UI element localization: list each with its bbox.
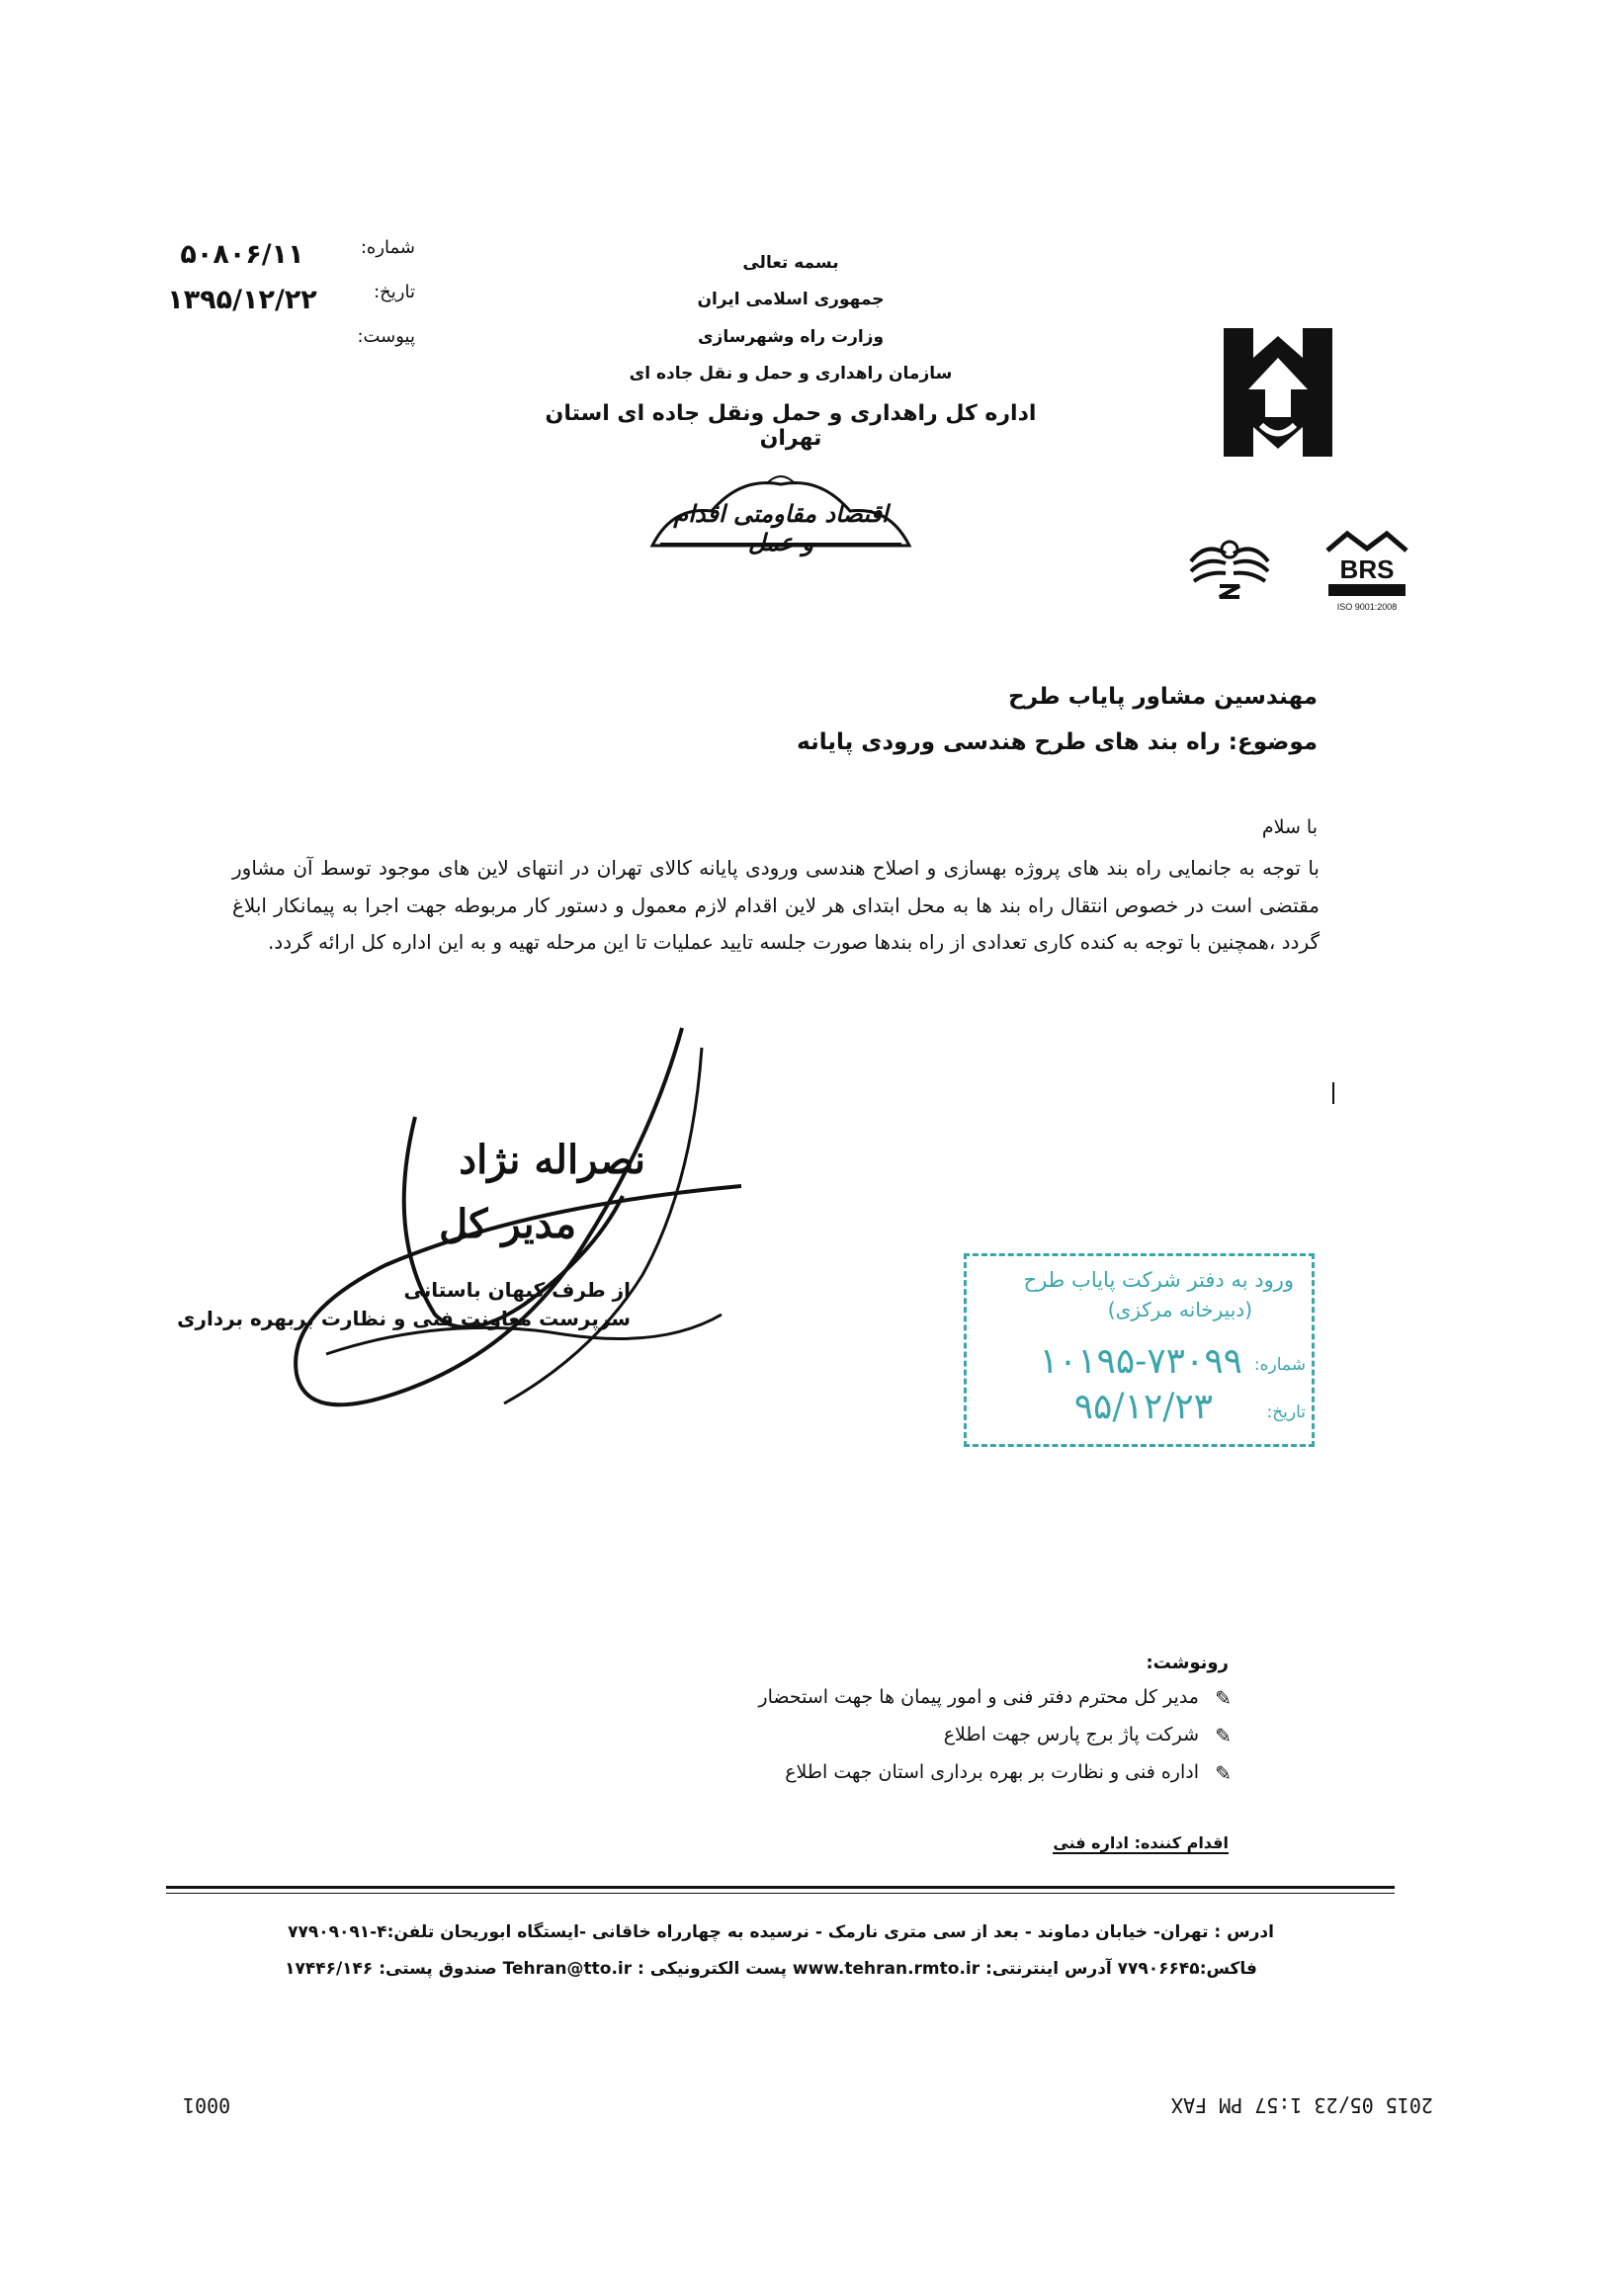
organization-line: سازمان راهداری و حمل و نقل جاده ای xyxy=(629,364,953,383)
recipient: مهندسین مشاور پایاب طرح xyxy=(1008,684,1318,710)
fax-page-number: 0001 xyxy=(183,2093,231,2117)
cc-bullet-icon: ✎ xyxy=(1215,1761,1232,1785)
signed-on-behalf: از طرف کیهان باستانی xyxy=(403,1278,631,1302)
number-label: شماره: xyxy=(360,237,415,258)
slogan-text: اقتصاد مقاومتی اقدام و عمل xyxy=(673,499,889,556)
stamp-date-label: تاریخ: xyxy=(1266,1403,1306,1422)
department-line: اداره کل راهداری و حمل ونقل جاده ای استان تهران xyxy=(545,401,1037,451)
footer-address: ادرس : تهران- خیابان دماوند - بعد از سی متری نارمک - نرسیده به چهارراه خاقانی -ایستگاه ابوریحان تلفن:۴-۷۷۹۰۹۰۹۱ xyxy=(288,1922,1274,1942)
date-label: تاریخ: xyxy=(374,282,415,302)
cc-item: شرکت پاژ برج پارس جهت اطلاع xyxy=(943,1724,1199,1745)
cc-bullet-icon: ✎ xyxy=(1215,1686,1232,1710)
bismillah: بسمه تعالی xyxy=(742,253,839,273)
stamp-subtitle: (دبیرخانه مرکزی) xyxy=(1107,1298,1252,1321)
ministry-line: وزارت راه وشهرسازی xyxy=(697,327,885,347)
rmto-logo-icon xyxy=(1214,318,1342,467)
footer-contact: فاکس:۷۷۹۰۶۶۴۵ آدرس اینترنتی: www.tehran.rmto.ir پست الکترونیکی : Tehran@tto.ir صندوق پستی: ۱۷۴۴۶/۱۴۶ xyxy=(285,1959,1257,1979)
stamp-date-value: ۹۵/۱۲/۲۳ xyxy=(1073,1387,1213,1427)
brs-iso-cert-icon xyxy=(1322,529,1411,613)
footer-divider xyxy=(166,1886,1395,1889)
cc-heading: رونوشت: xyxy=(1146,1653,1229,1673)
cc-item: مدیر کل محترم دفتر فنی و امور پیمان ها جهت استحضار xyxy=(758,1686,1199,1708)
letter-body: با توجه به جانمایی راه بند های پروژه بهسازی و اصلاح هندسی ورودی پایانه کالای تهران در انتهای لاین های موجود توسط آن مشاور مقتضی است در خصوص انتقال راه بند ها به محل ابتدای هر لاین اقدام لازم معمول و دستور کار مربوطه جهت اجرا به پیمانکار ابلاغ گردد ،همچنین با توجه به کنده کاری تعدادی از راه بندها صورت جلسه تایید عملیات تا این مرحله تهیه و به این اداره کل ارائه گردد. xyxy=(232,856,1320,954)
footer-divider-thin xyxy=(166,1893,1395,1894)
stamp-title: ورود به دفتر شرکت پایاب طرح xyxy=(1023,1268,1294,1292)
subject-line: موضوع: راه بند های طرح هندسی ورودی پایانه xyxy=(797,729,1318,755)
cc-bullet-icon: ✎ xyxy=(1215,1724,1232,1747)
attachment-label: پیوست: xyxy=(357,326,415,347)
cc-item: اداره فنی و نظارت بر بهره برداری استان جهت اطلاع xyxy=(785,1761,1199,1783)
iso-text: ISO 9001:2008 xyxy=(1336,602,1398,612)
stamp-number-value: ۱۰۱۹۵-۷۳۰۹۹ xyxy=(1039,1341,1242,1382)
greeting: با سلام xyxy=(1261,816,1318,838)
signatory-role: سرپرست معاونت فنی و نظارت بربهره برداری xyxy=(177,1307,631,1330)
republic-line: جمهوری اسلامی ایران xyxy=(697,290,885,309)
date-value: ۱۳۹۵/۱۲/۲۲ xyxy=(167,285,317,315)
received-stamp xyxy=(964,1253,1315,1447)
quality-award-icon xyxy=(1186,532,1273,601)
signatory-title: مدیر کل xyxy=(439,1201,576,1247)
number-value: ۵۰۸۰۶/۱۱ xyxy=(180,239,304,270)
fax-header: 2015 05/23 1:57 PM FAX xyxy=(1171,2093,1433,2117)
text-cursor xyxy=(1332,1082,1334,1104)
action-by: اقدام کننده: اداره فنی xyxy=(1053,1833,1229,1852)
signatory-name: نصراله نژاد xyxy=(459,1137,645,1183)
stamp-number-label: شماره: xyxy=(1253,1355,1306,1375)
brs-text: BRS xyxy=(1339,554,1395,584)
